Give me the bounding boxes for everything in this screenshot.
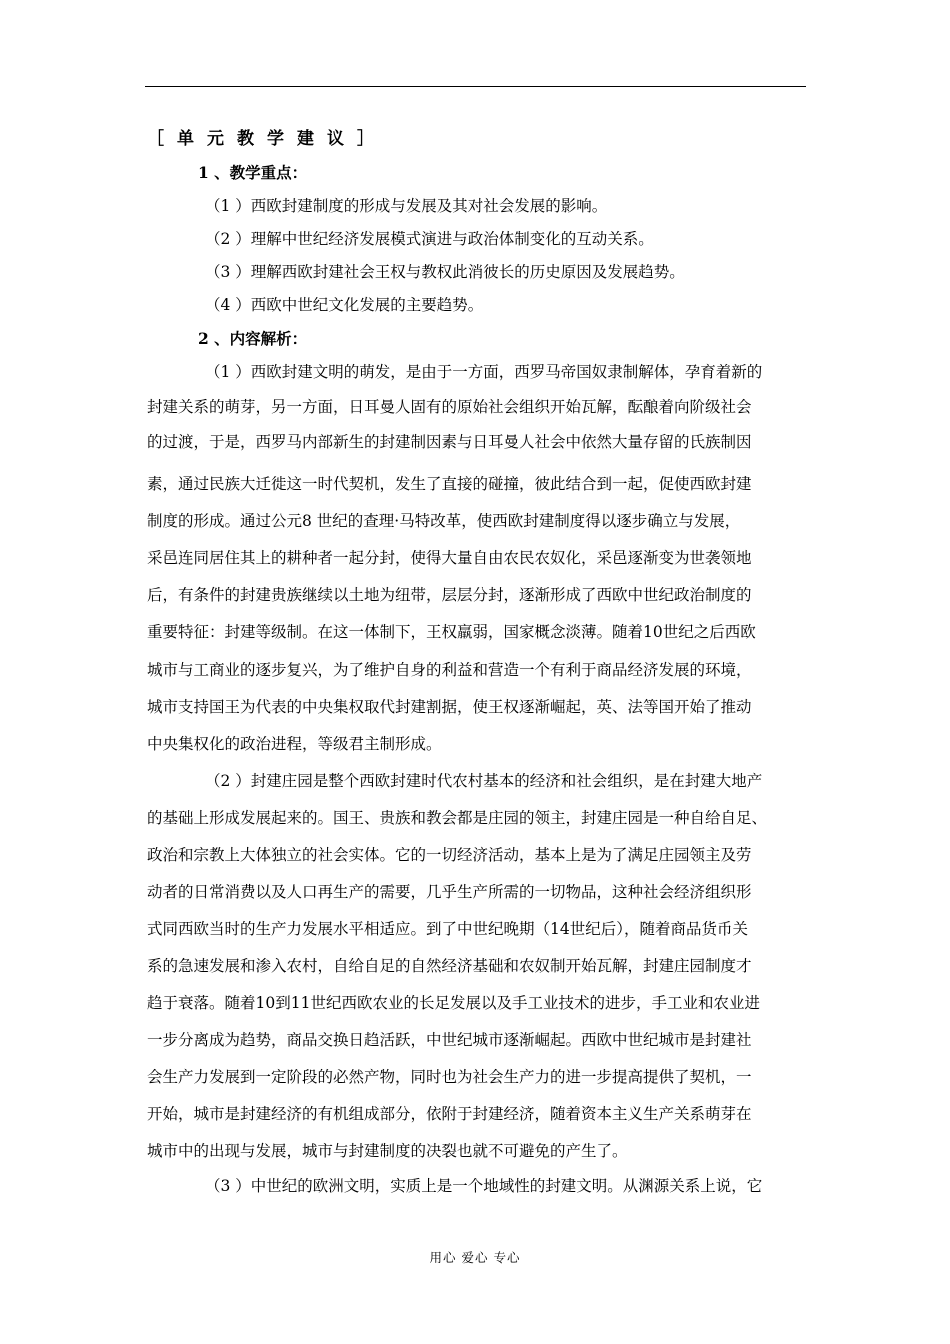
para2-line: 的基础上形成发展起来的。国王、贵族和教会都是庄园的领主，封建庄园是一种自给自足、	[147, 809, 768, 827]
para1-line: 城市与工商业的逐步复兴，为了维护自身的利益和营造一个有利于商品经济发展的环境，	[147, 661, 752, 679]
para2-line: 会生产力发展到一定阶段的必然产物，同时也为社会生产力的进一步提高提供了契机，一	[147, 1068, 752, 1086]
para2-line: 趋于衰落。随着10到11世纪西欧农业的长足发展以及手工业技术的进步，手工业和农业进	[147, 994, 760, 1012]
para2-line: （2 ）封建庄园是整个西欧封建时代农村基本的经济和社会组织，是在封建大地产	[205, 772, 763, 790]
focus-item-3: （3 ）理解西欧封建社会王权与教权此消彼长的历史原因及发展趋势。	[205, 263, 685, 281]
para1-line: 制度的形成。通过公元8 世纪的查理·马特改革，使西欧封建制度得以逐步确立与发展，	[147, 512, 741, 530]
para1-line: 重要特征：封建等级制。在这一体制下，王权羸弱，国家概念淡薄。随着10世纪之后西欧	[147, 623, 756, 641]
para1-line: 中央集权化的政治进程，等级君主制形成。	[147, 735, 442, 753]
section-title: ［单元教学建议］	[147, 129, 387, 149]
para1-line: 素，通过民族大迁徙这一时代契机，发生了直接的碰撞，彼此结合到一起，促使西欧封建	[147, 475, 752, 493]
para3-line: （3 ）中世纪的欧洲文明，实质上是一个地域性的封建文明。从渊源关系上说，它	[205, 1177, 763, 1195]
para1-line: 后，有条件的封建贵族继续以土地为纽带，层层分封，逐渐形成了西欧中世纪政治制度的	[147, 586, 752, 604]
focus-item-4: （4 ）西欧中世纪文化发展的主要趋势。	[205, 296, 484, 314]
para2-line: 一步分离成为趋势，商品交换日趋活跃，中世纪城市逐渐崛起。西欧中世纪城市是封建社	[147, 1031, 752, 1049]
para2-line: 开始，城市是封建经济的有机组成部分，依附于封建经济，随着资本主义生产关系萌芽在	[147, 1105, 752, 1123]
focus-item-1: （1 ）西欧封建制度的形成与发展及其对社会发展的影响。	[205, 197, 608, 215]
para1-line: （1 ）西欧封建文明的萌发，是由于一方面，西罗马帝国奴隶制解体，孕育着新的	[205, 363, 763, 381]
page-footer: 用心 爱心 专心	[429, 1250, 521, 1265]
para2-line: 系的急速发展和渗入农村，自给自足的自然经济基础和农奴制开始瓦解，封建庄园制度才	[147, 957, 752, 975]
para1-line: 采邑连同居住其上的耕种者一起分封，使得大量自由农民农奴化，采邑逐渐变为世袭领地	[147, 549, 752, 567]
heading-teaching-focus: 1 、教学重点：	[198, 163, 308, 182]
para2-line: 式同西欧当时的生产力发展水平相适应。到了中世纪晚期（14世纪后），随着商品货币关	[147, 920, 748, 938]
para1-line: 城市支持国王为代表的中央集权取代封建割据，使王权逐渐崛起，英、法等国开始了推动	[147, 698, 752, 716]
header-rule	[145, 86, 806, 87]
para2-line: 城市中的出现与发展，城市与封建制度的决裂也就不可避免的产生了。	[147, 1142, 628, 1160]
focus-item-2: （2 ）理解中世纪经济发展模式演进与政治体制变化的互动关系。	[205, 230, 654, 248]
para2-line: 政治和宗教上大体独立的社会实体。它的一切经济活动，基本上是为了满足庄园领主及劳	[147, 846, 752, 864]
para1-line: 封建关系的萌芽，另一方面，日耳曼人固有的原始社会组织开始瓦解，酝酿着向阶级社会	[147, 398, 752, 416]
heading-content-analysis: 2 、内容解析：	[198, 329, 308, 348]
para2-line: 动者的日常消费以及人口再生产的需要，几乎生产所需的一切物品，这种社会经济组织形	[147, 883, 752, 901]
para1-line: 的过渡，于是，西罗马内部新生的封建制因素与日耳曼人社会中依然大量存留的氏族制因	[147, 433, 752, 451]
